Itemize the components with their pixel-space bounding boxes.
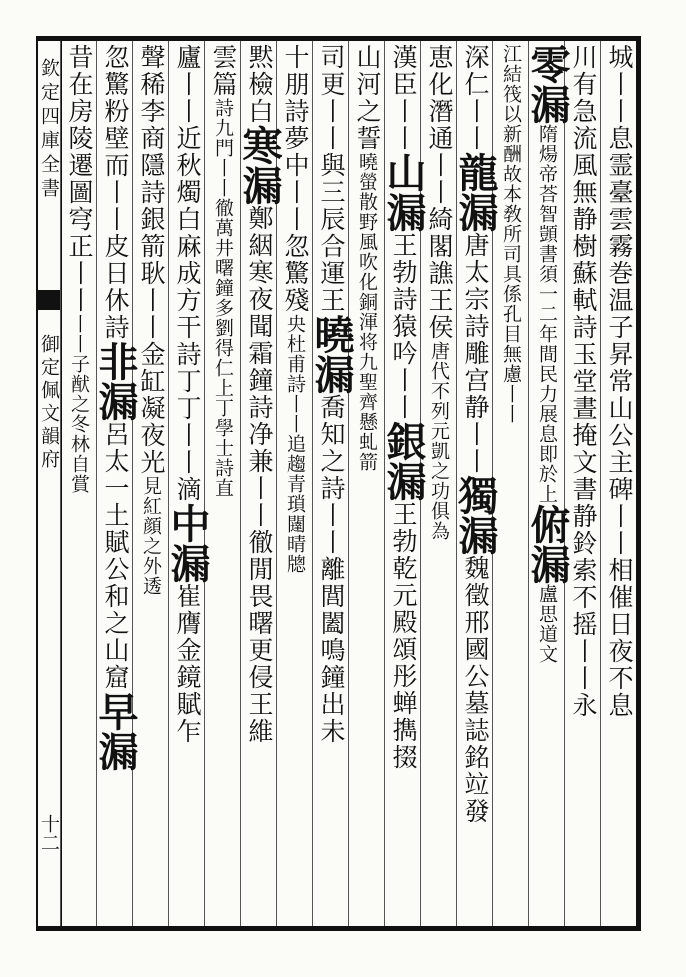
- text-run: 恵化潛通丨丨綺閣譙王侯: [425, 44, 454, 341]
- text-run: 雲篇: [209, 44, 238, 98]
- margin-strip: [38, 44, 60, 924]
- text-run: 魏徵邢國公墓誌銘竝發: [461, 555, 490, 825]
- text-run: 黙檢白: [245, 44, 274, 125]
- text-run: 唐太宗詩雕宫静丨丨: [461, 232, 490, 475]
- text-column: [61, 44, 97, 924]
- text-column: [565, 44, 601, 924]
- text-column: [452, 44, 499, 924]
- text-run: 見紅顔之外透: [140, 476, 162, 596]
- text-run: 唐代不列元凱之功俱為: [428, 341, 450, 541]
- entry-heading: 俯漏: [524, 504, 571, 584]
- text-run: 王勃詩猿吟丨丨: [389, 232, 418, 421]
- text-column: [236, 44, 283, 924]
- text-run: 詩九門丨丨徹萬井曙鐘多劉得仁上丁學士詩直: [212, 98, 234, 498]
- text-column: [524, 44, 571, 924]
- text-run: 王勃乾元殿頌彤蝉擕掇: [389, 501, 418, 771]
- text-run: 忽驚粉壁而丨丨皮日休詩: [101, 44, 130, 341]
- text-run: 隋煬帝荅智顗書須一二年間民力展息即於上: [536, 124, 558, 504]
- entry-heading: 中漏: [164, 503, 211, 583]
- text-run: 喬知之詩丨丨離閭闔鳴鐘出未: [317, 394, 346, 745]
- bottom-border: [36, 926, 638, 931]
- text-run: 化銅渾将九聖齊懸虬箭: [356, 272, 378, 472]
- text-column: [133, 44, 169, 924]
- text-run: 盧思道文: [536, 584, 558, 664]
- text-run: 聲稀李商隱詩銀箭耿丨丨金缸凝夜光: [137, 44, 166, 476]
- text-run: 十朋詩夢中丨丨忽驚殘: [281, 44, 310, 314]
- text-column: [92, 44, 139, 924]
- text-run: 深仁丨丨: [461, 44, 490, 152]
- entry-heading: 龍漏: [452, 152, 499, 232]
- text-column: [349, 44, 385, 924]
- text-run: 城丨丨息霊臺雲霧巻温子昇常山公主碑丨丨相催日夜不息: [605, 44, 634, 719]
- text-column: [164, 44, 211, 924]
- entry-heading: 獨漏: [452, 475, 499, 555]
- text-column: [308, 44, 355, 924]
- entry-heading: 寒漏: [236, 125, 283, 205]
- entry-heading: 銀漏: [380, 421, 427, 501]
- page-number: 十二: [38, 814, 60, 852]
- text-column: [380, 44, 427, 924]
- text-run: 山河之誓: [353, 44, 382, 152]
- entry-heading: 曉漏: [308, 314, 355, 394]
- text-run: 崔膺金鏡賦乍: [173, 583, 202, 745]
- top-border: [36, 36, 638, 41]
- text-run: 江結筏以新酬故本敎所司具係孔目無慮丨丨: [500, 44, 522, 424]
- text-run: 漢臣丨丨: [389, 44, 418, 152]
- text-column: [601, 44, 637, 924]
- text-run: 川有急流風無静樹蘇軾詩玉堂晝掩文書静鈴索不摇丨丨永: [569, 44, 598, 719]
- entry-heading: 非漏: [92, 341, 139, 421]
- margin-work-title: 御定佩文韻府: [38, 334, 60, 472]
- text-run: 司更丨丨與三辰合運王: [317, 44, 346, 314]
- text-column: [205, 44, 241, 924]
- fish-tail-mark: [38, 290, 60, 310]
- entry-heading: 早漏: [92, 691, 139, 771]
- text-run: 昔在房陵遷圖穹正丨丨: [65, 44, 94, 314]
- entry-heading: 零漏: [524, 44, 571, 124]
- text-run: 廬丨丨近秋燭白麻成方干詩丁丁丨丨滴: [173, 44, 202, 503]
- margin-book-title: 欽定四庫全書: [38, 58, 60, 202]
- text-run: 丨丨子猷之冬林自賞: [68, 314, 90, 494]
- text-run: 鄭絪寒夜聞霜鐘詩净兼丨丨徹閒畏曙更侵王維: [245, 205, 274, 745]
- text-run: 央杜甫詩丨丨追趨青瑣闥晴牕: [284, 314, 306, 574]
- text-run: 曉螢散野風吹: [356, 152, 378, 272]
- text-run: 呂太一土賦公和之山窟: [101, 421, 130, 691]
- entry-heading: 山漏: [380, 152, 427, 232]
